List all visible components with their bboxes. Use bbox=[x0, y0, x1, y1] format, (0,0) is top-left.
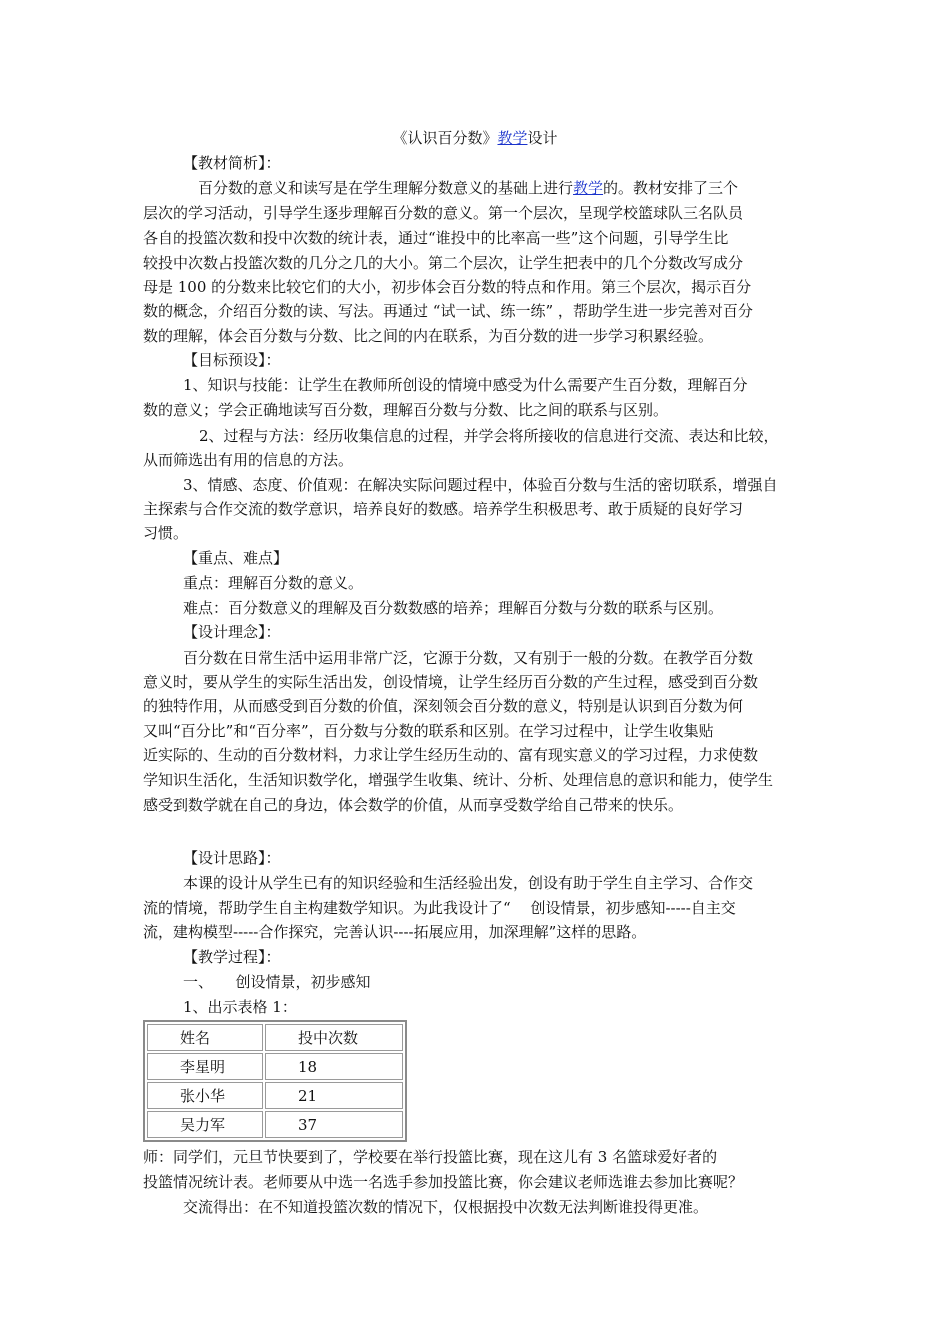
goals-heading: 【目标预设】： bbox=[183, 351, 281, 369]
process-heading: 【教学过程】： bbox=[183, 948, 281, 966]
shooting-stats-table bbox=[143, 1020, 407, 1142]
concept-line: 意义时，要从学生的实际生活出发，创设情境，让学生经历百分数的产生过程，感受到百分数 bbox=[143, 673, 759, 691]
page-title: 《认识百分数》教学设计 bbox=[392, 129, 558, 147]
title-link[interactable]: 教学 bbox=[497, 129, 528, 147]
idea-heading: 【设计思路】： bbox=[183, 849, 281, 867]
materials-heading: 【教材简析】： bbox=[183, 154, 281, 172]
concept-line: 学知识生活化，生活知识数学化，增强学生收集、统计、分析、处理信息的意识和能力，使学生 bbox=[143, 771, 774, 789]
goal-line: 3、情感、态度、价值观：在解决实际问题过程中，体验百分数与生活的密切联系，增强自 bbox=[183, 476, 778, 494]
table-row bbox=[147, 1053, 403, 1080]
paragraph-line: 各自的投篮次数和投中次数的统计表，通过“谁投中的比率高一些”这个问题，引导学生比 bbox=[143, 229, 729, 247]
goal-line: 1、知识与技能：让学生在教师所创设的情境中感受为什么需要产生百分数，理解百分 bbox=[183, 376, 748, 394]
table-header-row bbox=[147, 1024, 403, 1051]
concept-line: 又叫“百分比”和“百分率”，百分数与分数的联系和区别。在学习过程中，让学生收集贴 bbox=[143, 722, 714, 740]
goal-line: 数的意义；学会正确地读写百分数，理解百分数与分数、比之间的联系与区别。 bbox=[143, 401, 669, 419]
concept-line: 感受到数学就在自己的身边，体会数学的价值，从而享受数学给自己带来的快乐。 bbox=[143, 796, 684, 814]
idea-line: 流，建构模型-----合作探究，完善认识----拓展应用，加深理解”这样的思路。 bbox=[143, 923, 647, 941]
conclusion-line: 交流得出：在不知道投篮次数的情况下，仅根据投中次数无法判断谁投得更准。 bbox=[183, 1198, 709, 1216]
teacher-line: 投篮情况统计表。老师要从中选一名选手参加投篮比赛，你会建议老师选谁去参加比赛呢？ bbox=[143, 1173, 744, 1191]
idea-line: 流的情境，帮助学生自主构建数学知识。为此我设计了“ 创设情景，初步感知-----自主交 bbox=[143, 899, 736, 917]
table-cell: 张小华 bbox=[147, 1082, 263, 1109]
goal-line: 2、过程与方法：经历收集信息的过程，并学会将所接收的信息进行交流、表达和比较， bbox=[199, 427, 779, 445]
concept-line: 近实际的、生动的百分数材料，力求让学生经历生动的、富有现实意义的学习过程，力求使数 bbox=[143, 746, 759, 764]
concept-heading: 【设计理念】： bbox=[183, 623, 281, 641]
key-heading: 【重点、难点】 bbox=[183, 549, 289, 567]
paragraph-line: 百分数的意义和读写是在学生理解分数意义的基础上进行教学的。教材安排了三个 bbox=[198, 179, 739, 197]
table-row bbox=[147, 1111, 403, 1138]
table-cell: 18 bbox=[265, 1053, 403, 1080]
concept-line: 百分数在日常生活中运用非常广泛，它源于分数，又有别于一般的分数。在教学百分数 bbox=[183, 649, 754, 667]
table-header-cell: 投中次数 bbox=[265, 1024, 403, 1051]
table-caption: 1、出示表格 1： bbox=[183, 998, 297, 1016]
difficult-point: 难点：百分数意义的理解及百分数数感的培养；理解百分数与分数的联系与区别。 bbox=[183, 599, 724, 617]
table-cell: 21 bbox=[265, 1082, 403, 1109]
table-cell: 李星明 bbox=[147, 1053, 263, 1080]
teacher-line: 师：同学们，元旦节快要到了，学校要在举行投篮比赛，现在这儿有 3 名篮球爱好者的 bbox=[143, 1148, 718, 1166]
table-cell: 吴力军 bbox=[147, 1111, 263, 1138]
table-header-cell: 姓名 bbox=[147, 1024, 263, 1051]
paragraph-line: 数的理解，体会百分数与分数、比之间的内在联系，为百分数的进一步学习积累经验。 bbox=[143, 327, 714, 345]
concept-line: 的独特作用，从而感受到百分数的价值，深刻领会百分数的意义，特别是认识到百分数为何 bbox=[143, 697, 744, 715]
inline-link[interactable]: 教学 bbox=[573, 179, 604, 197]
paragraph-line: 较投中次数占投篮次数的几分之几的大小。第二个层次，让学生把表中的几个分数改写成分 bbox=[143, 254, 744, 272]
key-point: 重点：理解百分数的意义。 bbox=[183, 574, 364, 592]
paragraph-line: 数的概念，介绍百分数的读、写法。再通过 “试一试、练一练” ，帮助学生进一步完善对百分 bbox=[143, 302, 753, 320]
table-row bbox=[147, 1082, 403, 1109]
goal-line: 习惯。 bbox=[143, 524, 189, 542]
idea-line: 本课的设计从学生已有的知识经验和生活经验出发，创设有助于学生自主学习、合作交 bbox=[183, 874, 754, 892]
paragraph-line: 层次的学习活动，引导学生逐步理解百分数的意义。第一个层次，呈现学校篮球队三名队员 bbox=[143, 204, 744, 222]
paragraph-line: 母是 100 的分数来比较它们的大小，初步体会百分数的特点和作用。第三个层次，揭示百分 bbox=[143, 278, 752, 296]
step-one: 一、 创设情景，初步感知 bbox=[183, 973, 371, 991]
goal-line: 主探索与合作交流的数学意识，培养良好的数感。培养学生积极思考、敢于质疑的良好学习 bbox=[143, 500, 744, 518]
table-cell: 37 bbox=[265, 1111, 403, 1138]
goal-line: 从而筛选出有用的信息的方法。 bbox=[143, 451, 354, 469]
